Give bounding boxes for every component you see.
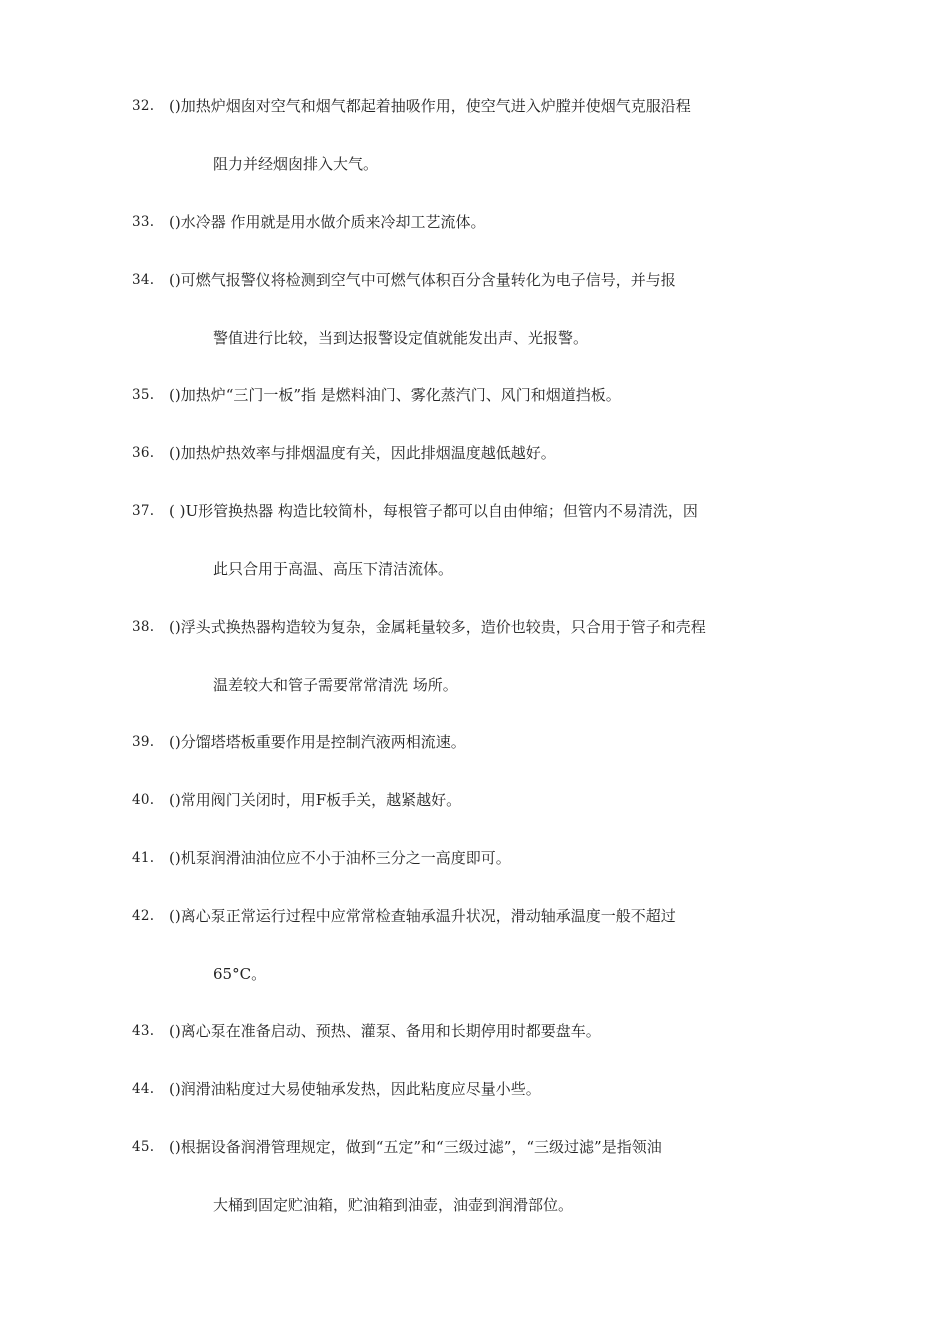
question-number: 34. (132, 272, 155, 288)
question-text: ( )U形管换热器 构造比较简朴，每根管子都可以自由伸缩；但管内不易清洗，因 (169, 502, 698, 520)
question-text: ()离心泵在准备启动、预热、灌泵、备用和长期停用时都要盘车。 (169, 1022, 601, 1040)
question-text: ()机泵润滑油油位应不小于油杯三分之一高度即可。 (169, 849, 511, 867)
question-number: 40. (132, 792, 155, 808)
question-number: 33. (132, 214, 155, 230)
question-text: ()根据设备润滑管理规定，做到“五定”和“三级过滤”，“三级过滤”是指领油 (169, 1138, 662, 1156)
question-number: 38. (132, 619, 155, 635)
question-number: 32. (132, 98, 155, 114)
question-number: 35. (132, 387, 155, 403)
question-number: 43. (132, 1023, 155, 1039)
question-text: ()离心泵正常运行过程中应常常检查轴承温升状况，滑动轴承温度一般不超过 (169, 907, 676, 925)
question-number: 39. (132, 734, 155, 750)
question-text: ()可燃气报警仪将检测到空气中可燃气体积百分含量转化为电子信号，并与报 (169, 271, 676, 289)
question-number: 36. (132, 445, 155, 461)
question-number: 44. (132, 1081, 155, 1097)
question-text-continuation: 阻力并经烟囱排入大气。 (213, 155, 379, 173)
question-number: 45. (132, 1139, 155, 1155)
question-text: ()加热炉“三门一板”指 是燃料油门、雾化蒸汽门、风门和烟道挡板。 (169, 386, 621, 404)
question-number: 41. (132, 850, 155, 866)
question-number: 42. (132, 908, 155, 924)
question-text: ()加热炉烟囱对空气和烟气都起着抽吸作用，使空气进入炉膛并使烟气克服沿程 (169, 97, 691, 115)
question-number: 37. (132, 503, 155, 519)
question-text-continuation: 65°C。 (213, 965, 267, 983)
question-text-continuation: 温差较大和管子需要常常清洗 场所。 (213, 676, 458, 694)
question-text-continuation: 此只合用于高温、高压下清洁流体。 (213, 560, 454, 578)
question-text: ()水冷器 作用就是用水做介质来冷却工艺流体。 (169, 213, 486, 231)
question-text-continuation: 警值进行比较，当到达报警设定值就能发出声、光报警。 (213, 329, 589, 347)
question-text: ()润滑油粘度过大易使轴承发热，因此粘度应尽量小些。 (169, 1080, 541, 1098)
question-text: ()加热炉热效率与排烟温度有关，因此排烟温度越低越好。 (169, 444, 556, 462)
question-text: ()分馏塔塔板重要作用是控制汽液两相流速。 (169, 733, 466, 751)
question-text: ()常用阀门关闭时，用F板手关，越紧越好。 (169, 791, 462, 809)
question-text-continuation: 大桶到固定贮油箱，贮油箱到油壶，油壶到润滑部位。 (213, 1196, 574, 1214)
question-text: ()浮头式换热器构造较为复杂，金属耗量较多，造价也较贵，只合用于管子和壳程 (169, 618, 706, 636)
